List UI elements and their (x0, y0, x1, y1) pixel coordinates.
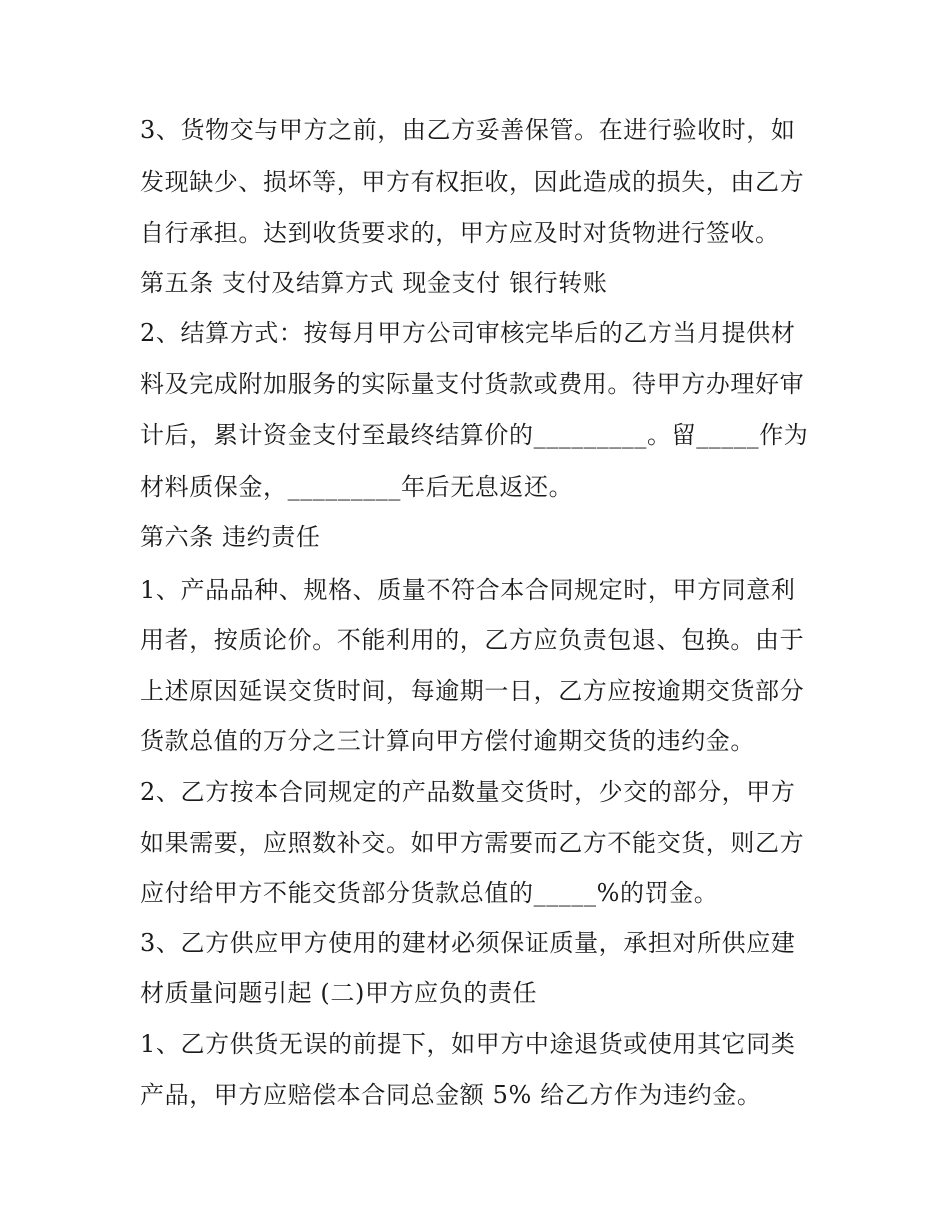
text-line: 料及完成附加服务的实际量支付货款或费用。待甲方办理好审 (140, 370, 805, 398)
text-line: 发现缺少、损坏等，甲方有权拒收，因此造成的损失，由乙方 (140, 168, 805, 196)
text-line: 如果需要，应照数补交。如甲方需要而乙方不能交货，则乙方 (140, 829, 805, 857)
text-line: 材料质保金，_________年后无息返还。 (140, 473, 574, 501)
section-heading: 第五条 支付及结算方式 现金支付 银行转账 (140, 269, 608, 297)
text-line: 货款总值的万分之三计算向甲方偿付逾期交货的违约金。 (140, 727, 755, 755)
text-line: 2、乙方按本合同规定的产品数量交货时，少交的部分，甲方 (140, 778, 796, 806)
text-line: 计后，累计资金支付至最终结算价的_________。留_____作为 (140, 421, 809, 449)
text-line: 自行承担。达到收货要求的，甲方应及时对货物进行签收。 (140, 219, 780, 247)
text-line: 1、乙方供货无误的前提下，如甲方中途退货或使用其它同类 (140, 1030, 796, 1058)
section-heading: 第六条 违约责任 (140, 523, 321, 551)
text-line: 3、乙方供应甲方使用的建材必须保证质量，承担对所供应建 (140, 929, 796, 957)
text-line: 产品，甲方应赔偿本合同总金额 5% 给乙方作为违约金。 (140, 1081, 762, 1109)
text-line: 应付给甲方不能交货部分货款总值的_____%的罚金。 (140, 879, 719, 907)
text-line: 1、产品品种、规格、质量不符合本合同规定时，甲方同意利 (140, 576, 796, 604)
text-line: 2、结算方式：按每月甲方公司审核完毕后的乙方当月提供材 (140, 319, 796, 347)
text-line: 用者，按质论价。不能利用的，乙方应负责包退、包换。由于 (140, 626, 805, 654)
text-line: 3、货物交与甲方之前，由乙方妥善保管。在进行验收时，如 (140, 116, 796, 144)
text-line: 材质量问题引起 (二)甲方应负的责任 (140, 979, 538, 1007)
text-line: 上述原因延误交货时间，每逾期一日，乙方应按逾期交货部分 (140, 677, 805, 705)
